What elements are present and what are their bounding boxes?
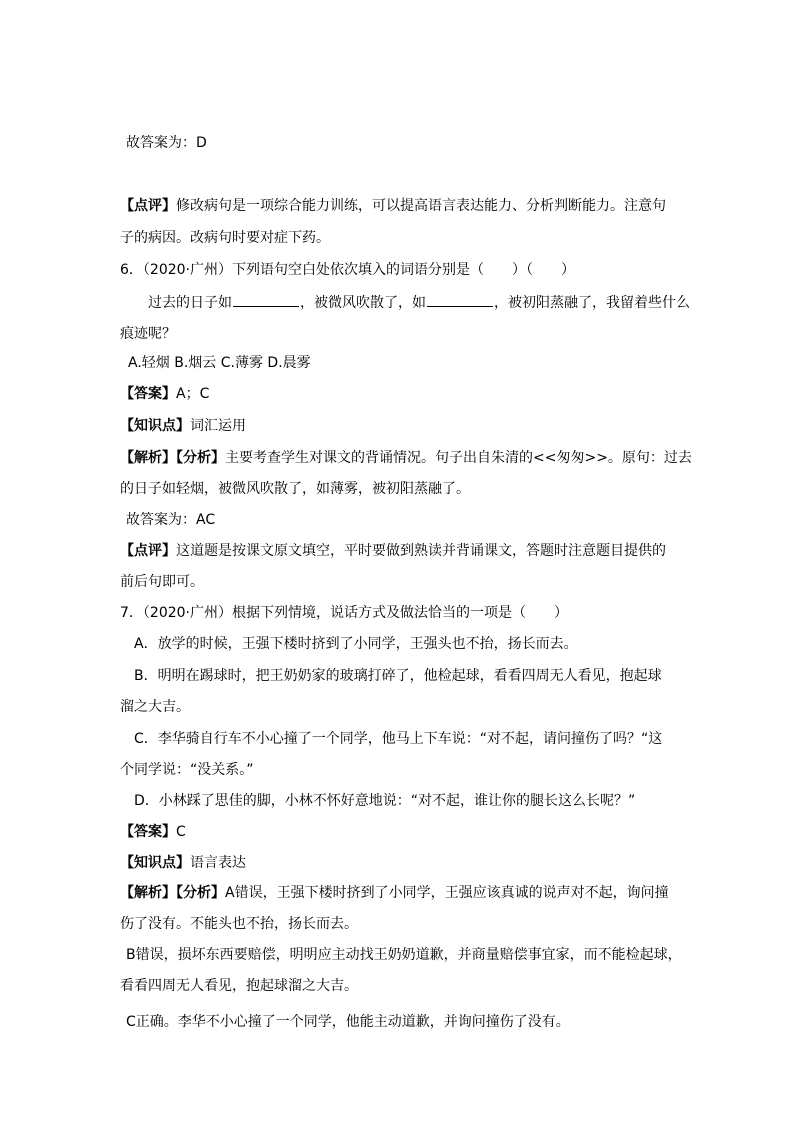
knowledge-tag: 【知识点】 — [120, 855, 190, 871]
q7-option-b-line2: 溜之大吉。 — [120, 699, 190, 715]
knowledge-value: 词汇运用 — [190, 418, 246, 434]
q6-passage-line1 — [148, 292, 690, 313]
analysis-tag: 【解析】【分析】 — [120, 885, 225, 901]
answer-tag: 【答案】 — [120, 386, 176, 402]
q6-answer-final: 故答案为：AC — [126, 512, 216, 528]
q7-answer — [120, 822, 186, 842]
passage-part-c: ，被初阳蒸融了，我留着些什么 — [494, 295, 690, 311]
q7-option-c-line1: C．李华骑自行车不小心撞了一个同学，他马上下车说：“对不起，请问撞伤了吗？“这 — [134, 731, 663, 747]
comment-tag: 【点评】 — [120, 543, 176, 559]
passage-part-b: ，被微风吹散了，如 — [300, 295, 426, 311]
q6-passage-line2: 痕迹呢？ — [120, 326, 176, 342]
q5-answer-final: 故答案为：D — [126, 135, 207, 151]
q7-option-a: A．放学的时候，王强下楼时挤到了小同学，王强头也不抬，扬长而去。 — [134, 636, 578, 652]
fill-blank-2 — [427, 292, 493, 307]
q6-analysis-line2: 的日子如轻烟，被微风吹散了，如薄雾，被初阳蒸融了。 — [120, 481, 470, 497]
analysis-text: 主要考查学生对课文的背诵情况。句子出自朱清的<<匆匆>>。原句：过去 — [225, 450, 692, 466]
answer-value: C — [176, 824, 186, 840]
comment-text: 这道题是按课文原文填空，平时要做到熟读并背诵课文，答题时注意题目提供的 — [176, 543, 666, 559]
q7-explain-c-line1: C正确。李华不小心撞了一个同学，他能主动道歉，并询问撞伤了没有。 — [126, 1014, 570, 1030]
q7-option-d: D．小林踩了思佳的脚，小林不怀好意地说：“对不起，谁让你的腿长这么长呢？” — [134, 793, 636, 809]
q6-answer — [120, 384, 209, 404]
fill-blank-1 — [233, 292, 299, 307]
q6-options: A.轻烟 B.烟云 C.薄雾 D.晨雾 — [128, 355, 311, 371]
q7-option-c-line2: 个同学说：“没关系。” — [120, 762, 254, 778]
passage-part-a: 过去的日子如 — [148, 295, 232, 311]
q7-knowledge — [120, 853, 246, 873]
q7-analysis-line2: 伤了没有。不能头也不抬，扬长而去。 — [120, 916, 358, 932]
q6-analysis-line1 — [120, 448, 692, 468]
answer-value: A；C — [176, 386, 210, 402]
q7-analysis-line1 — [120, 883, 669, 903]
analysis-text: A错误，王强下楼时挤到了小同学，王强应该真诚的说声对不起，询问撞 — [225, 885, 669, 901]
q6-stem: 6．（2020·广州）下列语句空白处依次填入的词语分别是（ ）（ ） — [120, 262, 575, 278]
q5-comment-line2: 子的病因。改病句时要对症下药。 — [120, 230, 330, 246]
q6-comment-line2: 前后句即可。 — [120, 574, 204, 590]
knowledge-value: 语言表达 — [190, 855, 246, 871]
q6-comment-line1 — [120, 541, 666, 561]
q7-explain-b-line2: 看看四周无人看见，抱起球溜之大吉。 — [120, 978, 358, 994]
comment-text: 修改病句是一项综合能力训练，可以提高语言表达能力、分析判断能力。注意句 — [176, 198, 666, 214]
analysis-tag: 【解析】【分析】 — [120, 450, 225, 466]
q7-explain-b-line1: B错误，损坏东西要赔偿，明明应主动找王奶奶道歉，并商量赔偿事宜家，而不能检起球， — [126, 947, 682, 963]
q7-stem: 7．（2020·广州）根据下列情境，说话方式及做法恰当的一项是（ ） — [120, 605, 568, 621]
q7-option-b-line1: B．明明在踢球时，把王奶奶家的玻璃打碎了，他检起球，看看四周无人看见，抱起球 — [134, 668, 662, 684]
q6-knowledge — [120, 416, 246, 436]
comment-tag: 【点评】 — [120, 198, 176, 214]
knowledge-tag: 【知识点】 — [120, 418, 190, 434]
q5-comment-line1 — [120, 196, 666, 216]
answer-tag: 【答案】 — [120, 824, 176, 840]
